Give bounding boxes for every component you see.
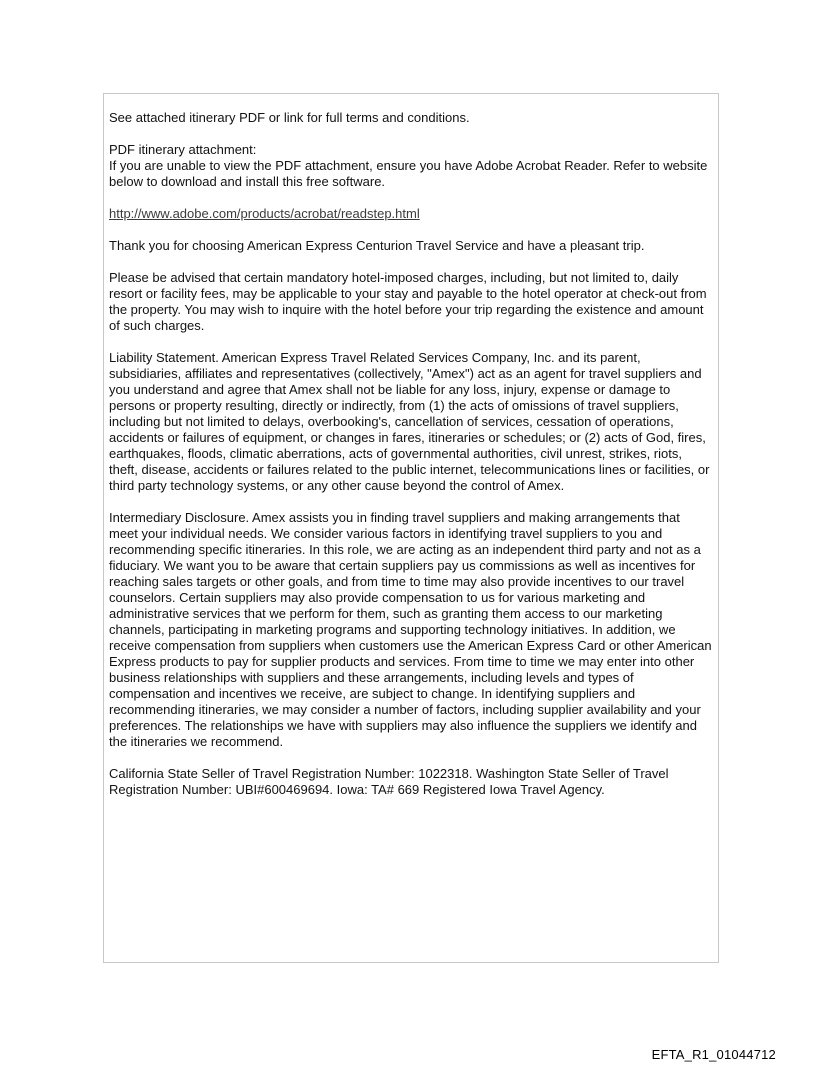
liability-statement-paragraph: Liability Statement. American Express Travel Related Services Company, Inc. and its parent, subsidiaries, affiliates and representatives (collectively, "Amex") act as an agent for travel suppliers and you understand and agree that Amex shall not be liable for any loss, injury, expense or damage to persons or property resulting, directly or indirectly, from (1) the acts of omissions of travel suppliers, including but not limited to delays, overbooking's, cancellation of services, cessation of operations, accidents or failures of equipment, or changes in fares, itineraries or schedules; or (2) acts of God, fires, earthquakes, floods, climatic aberrations, acts of governmental authorities, civil unrest, strikes, riots, theft, disease, accidents or failures related to the public internet, telecommunications lines or facilities, or third party technology systems, or any other cause beyond the control of Amex.: [109, 350, 710, 493]
adobe-reader-link[interactable]: http://www.adobe.com/products/acrobat/readstep.html: [109, 206, 420, 221]
registration-numbers-paragraph: California State Seller of Travel Registration Number: 1022318. Washington State Seller of Travel Registration Number: UBI#600469694. Iowa: TA# 669 Registered Iowa Travel Agency.: [109, 766, 669, 797]
document-id-label: EFTA_R1_01044712: [651, 1047, 776, 1062]
hotel-charges-paragraph: Please be advised that certain mandatory hotel-imposed charges, including, but not limited to, daily resort or facility fees, may be applicable to your stay and payable to the hotel operator at check-out from the property. You may wish to inquire with the hotel before your trip regarding the existence and amount of such charges.: [109, 270, 707, 333]
intermediary-disclosure-paragraph: Intermediary Disclosure. Amex assists you in finding travel suppliers and making arrangements that meet your individual needs. We consider various factors in identifying travel suppliers to you and recommending specific itineraries. In this role, we are acting as an independent third party and not as a fiduciary. We want you to be aware that certain suppliers pay us commissions as well as incentives for reaching sales targets or other goals, and from time to time may also provide incentives to our travel counselors. Certain suppliers may also provide compensation to us for various marketing and administrative services that we perform for them, such as granting them access to our marketing channels, participating in marketing programs and supporting technology initiatives. In addition, we receive compensation from suppliers when customers use the American Express Card or other American Express products to pay for supplier products and services. From time to time we may enter into other business relationships with suppliers and these arrangements, including levels and types of compensation and incentives we receive, are subject to change. In identifying suppliers and recommending itineraries, we may consider a number of factors, including supplier availability and your preferences. The relationships we have with suppliers may also influence the suppliers we identify and the itineraries we recommend.: [109, 510, 712, 749]
intro-text: See attached itinerary PDF or link for full terms and conditions.: [109, 110, 470, 125]
terms-content: [103, 93, 719, 963]
pdf-attachment-heading: PDF itinerary attachment:: [109, 142, 257, 157]
thank-you-text: Thank you for choosing American Express Centurion Travel Service and have a pleasant trip.: [109, 238, 645, 253]
pdf-attachment-body: If you are unable to view the PDF attachment, ensure you have Adobe Acrobat Reader. Refer to website below to download and install this free software.: [109, 158, 708, 189]
adobe-link-paragraph: [109, 206, 712, 222]
